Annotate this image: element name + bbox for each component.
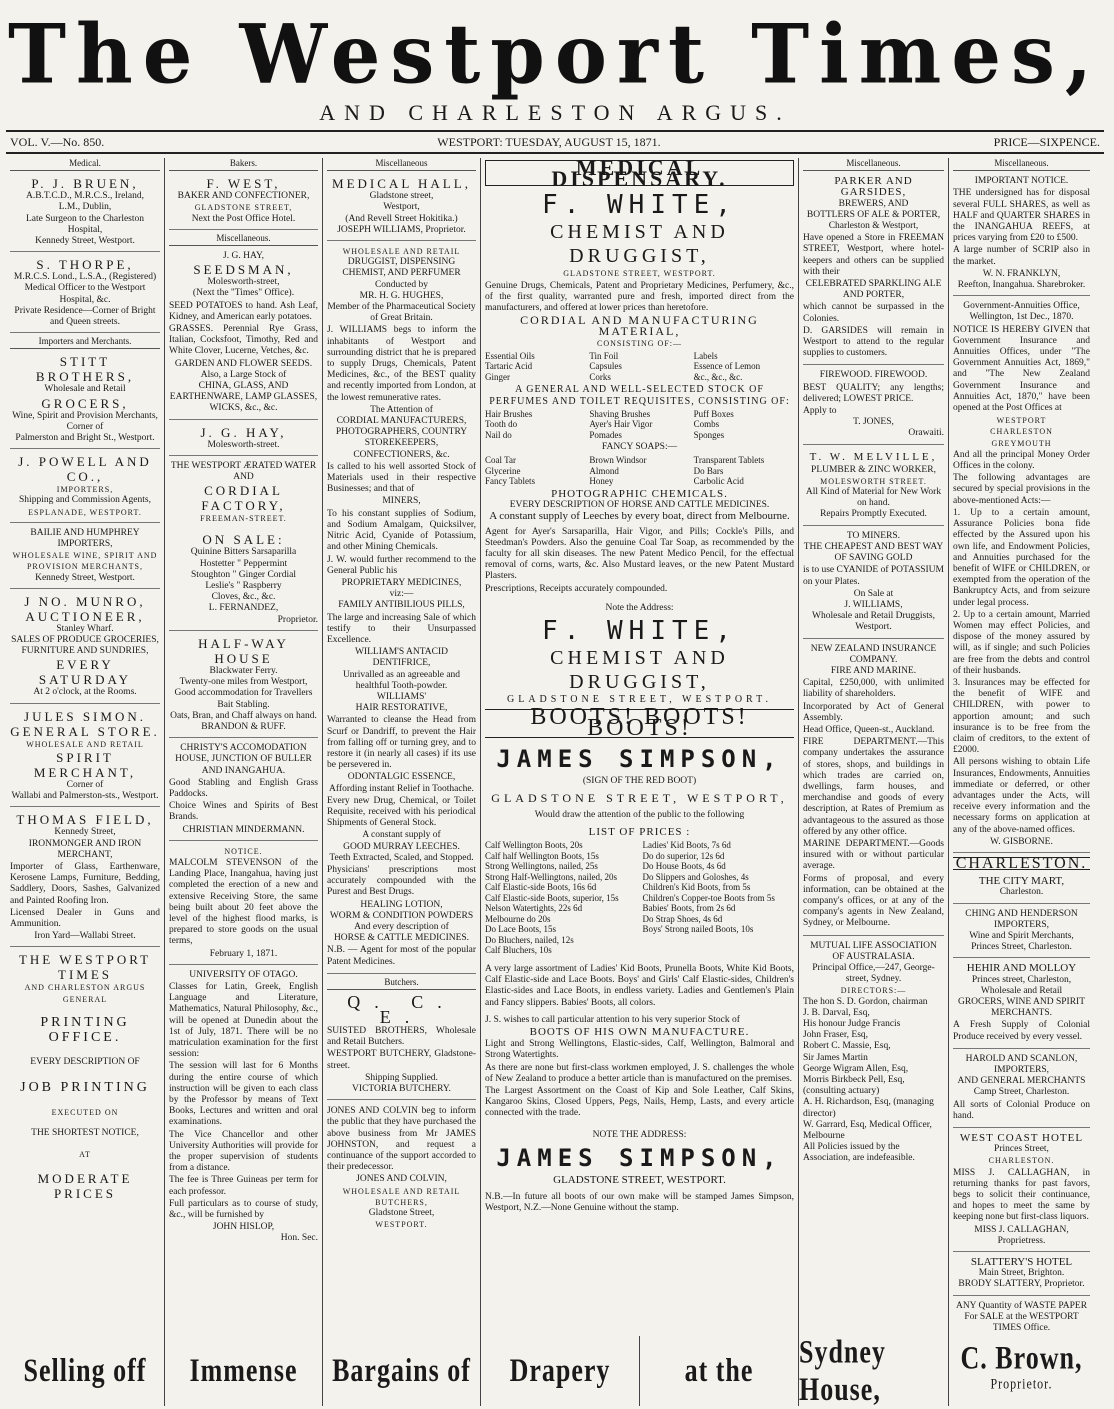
advertisement: S. THORPE, M.R.C.S. Lond., L.S.A., (Registered) Medical Officer to the Westport Hospital, &c. Private Residence—Corner of Bright and Queen streets. — [10, 255, 160, 333]
advertisement: ANY Quantity of WASTE PAPER For SALE at the WESTPORT TIMES Office. — [955, 1300, 1088, 1334]
shoemaker-name: JAMES SIMPSON, — [496, 744, 783, 773]
advertisement: HALF-WAY HOUSE Blackwater Ferry. Twenty-one miles from Westport, Good accommodation for Travellers Bait Stabling. Oats, Bran, and Chaff always on hand. BRANDON & RUFF. — [169, 634, 318, 738]
advertisement: SLATTERY'S HOTEL Main Street, Brighton. BRODY SLATTERY, Proprietor. — [953, 1255, 1090, 1296]
section-heading: Butchers. — [327, 977, 476, 990]
column-2 — [165, 158, 323, 1344]
toilet-list: Hair Brushes Shaving Brushes Puff Boxes Tooth do Ayer's Hair Vigor Combs Nail do Pomades Sponges — [485, 408, 734, 440]
advertisement: CHING AND HENDERSON IMPORTERS, Wine and Spirit Merchants, Princes Street, Charleston. — [953, 907, 1090, 959]
dispensary-heading: MEDICAL DISPENSARY. — [485, 160, 794, 186]
advertisement: MEDICAL HALL, Gladstone street, Westport, (And Revell Street Hokitika.) JOSEPH WILLIAMS, Proprietor. — [327, 174, 476, 241]
advertisement: J. G. HAY, Molesworth-street. — [169, 423, 318, 456]
advertisement: J NO. MUNRO, AUCTIONEER, Stanley Wharf. SALES OF PRODUCE GROCERIES, FURNITURE AND SUNDRIES, EVERY SATURDAY At 2 o'clock, at the Rooms. — [10, 592, 160, 704]
chemist-name: F. WHITE, — [542, 615, 737, 646]
advertisement: UNIVERSITY OF OTAGO. Classes for Latin, Greek, English Language and Literature, Mathematics, Natural Philosophy, &c., will be opened at Dunedin about the 1st of July, 1871. There will be no matriculation examination for the first session: The session will last for 6 Months during the entire course of which instruction will be given to each class by the Professor by means of Text Books, Lectures and written and oral examinations. The Vice Chancellor and other University Authorities will provide for the proper supervision of students from a distance. The fee is Three Guineas per term for each professor. Full particulars as to course of study, &c., will be furnished by JOHN HISLOP, Hon. Sec. — [169, 969, 318, 1244]
advertisement: MUTUAL LIFE ASSOCIATION OF AUSTRALASIA. Principal Office,—247, George-street, Sydney. DIRECTORS:— The hon S. D. Gordon, chairman J. B. Darval, Esq, His honour Judge Francis John Fraser, Esq, Robert C. Massie, Esq, Sir James Martin George Wigram Allen, Esq, Morris Birkbeck Pell, Esq, (consulting actuary) A. H. Richardson, Esq, (managing director) W. Garrard, Esq, Medical Officer, Melbourne All Policies issued by the Association, are indefeasible. — [803, 940, 937, 1164]
advertisement: Q. C. E. SUISTED BROTHERS, Wholesale and Retail Butchers. WESTPORT BUTCHERY, Gladstone-street. Shipping Supplied. VICTORIA BUTCHERY. — [327, 993, 476, 1100]
footer-word: at the — [640, 1336, 799, 1406]
boots-heading: BOOTS! BOOTS! BOOTS! — [485, 709, 794, 737]
advertisement: PARKER AND GARSIDES, BREWERS, AND BOTTLERS OF ALE & PORTER, Charleston & Westport, Have opened a Store in FREEMAN STREET, Westport, where hotel-keepers and others can be supplied with their CELEBRATED SPARKLING ALE AND PORTER, which cannot be surpassed in the Colonies. D. GARSIDES will remain in Westport to attend to the regular supplies to customers. — [803, 174, 944, 365]
advertisement: T. W. MELVILLE, PLUMBER & ZINC WORKER, MOLESWORTH STREET. All Kind of Material for New Work on hand. Repairs Promptly Executed. — [803, 448, 944, 526]
section-heading: Bakers. — [169, 158, 318, 171]
issue-price: PRICE—SIXPENCE. — [993, 134, 1100, 149]
advertisement: HEHIR AND MOLLOY Princes street, Charleston, Wholesale and Retail GROCERS, WINE AND SPIRIT MERCHANTS. A Fresh Supply of Colonial Produce received by every vessel. — [953, 961, 1090, 1048]
footer-word: Selling off — [6, 1336, 165, 1406]
advertisement: IMPORTANT NOTICE. THE undersigned has for disposal several FULL SHARES, as well as HALF and QUARTER SHARES in the INANGAHUA REEFS, at prices varying from £20 to £500. A large number of SCRIP also in the market. W. N. FRANKLYN, Reefton, Inangahua. Sharebroker. — [953, 174, 1090, 296]
shoemaker-name: JAMES SIMPSON, — [496, 1143, 783, 1172]
masthead — [6, 6, 1104, 103]
newspaper-title: The Westport Times, — [7, 6, 1103, 103]
advertisement: THE CITY MART, Charleston. — [953, 874, 1090, 903]
advertisement: F. WEST, BAKER AND CONFECTIONER, GLADSTONE STREET, Next the Post Office Hotel. — [169, 174, 318, 230]
materials-list: Essential Oils Tin Foil Labels Tartaric Acid Capsules Essence of Lemon Ginger Corks &c., &c., &c. — [485, 350, 761, 382]
advertisement: P. J. BRUEN, A.B.T.C.D., M.R.C.S., Ireland, L.M., Dublin, Late Surgeon to the Charleston Hospital, Kennedy Street, Westport. — [10, 174, 160, 252]
advertisement: WEST COAST HOTEL Princes Street, CHARLESTON. MISS J. CALLAGHAN, in returning thanks for past favors, begs to solicit their continuance, and hopes to meet the same by keeping none but first-class liquors. MISS J. CALLAGHAN, Proprietress. — [953, 1131, 1090, 1252]
chemist-name: F. WHITE, — [542, 190, 737, 221]
dateline-bar — [6, 130, 1104, 154]
footer-word: Sydney House, — [799, 1336, 949, 1406]
section-heading: Miscellaneous — [327, 158, 476, 171]
section-heading: Importers and Merchants. — [10, 336, 160, 349]
section-heading: Miscellaneous. — [169, 233, 318, 246]
column-4: MEDICAL DISPENSARY. F. WHITE, CHEMIST AND DRUGGIST, GLADSTONE STREET, WESTPORT. Genuine Drugs, Chemicals, Patent and Proprietary Medicines, Perfumery, &c., of the first quality, warranted pure and fresh, imported direct from the manufacturers, and offered at lower prices than heretofore. CORDIAL AND MANUFACTURING MATERIAL, CONSISTING OF:— Essential Oils Tin Foil Labels Tartaric Acid Capsules Essence of Lemon Ginger Corks &c., &c., &c. A GENERAL AND WELL-SELECTED STOCK OF PERFUMES AND TOILET REQUISITES, CONSISTING OF: Hair Brushes Shaving Brushes Puff Boxes Tooth do Ayer's Hair Vigor Combs Nail do Pomades Sponges FANCY SOAPS:— Coal Tar Brown Windsor Transparent Tablets Glycerine Almond Do Bars Fancy Tablets Honey Carbolic Acid PHOTOGRAPHIC CHEMICALS. EVERY DESCRIPTION OF HORSE AND CATTLE MEDICINES. A constant supply of Leeches by every boat, direct from Melbourne. Agent for Ayer's Sarsaparilla, Hair Vigor, and Pills; Cockle's Pills, and Steedman's Powders. Also the genuine Coal Tar Soap, as recommended by the faculty for all skin diseases. The new Patent Medico Pencil, for the effectual removal of corns, warts, &c. Also Mustard leaves, or the new Patent Mustard Plasters. Prescriptions, Receipts accurately compounded. Note the Address: F. WHITE, CHEMIST AND DRUGGIST, GLADSTONE STREET, WESTPORT. BOOTS! BOOTS! BOOTS! JAMES SIMPSON, (SIGN OF THE RED BOOT) GLADSTONE STREET, WESTPORT, Would draw the attention of the public to the following LIST OF PRICES : Calf Wellington Boots, 20s Calf half Wellington Boots, 15s Strong Wellingtons, nailed, 25s Strong Half-Wellingtons, nailed, 20s Calf Elastic-side Boots, 16s 6d Calf Elastic-side Boots, superior, 15s Nelson Watertights, 22s 6d Melbourne do 20s Do Lace Boots, 15s Do Bluchers, nailed, 12s Calf Bluchers, 10s Ladies' Kid Boots, 7s 6d Do do superior, 12s 6d Do House Boots, 4s 6d Do Slippers and Goloshes, 4s Children's Kid Boots, from 5s Children's Copper-toe Boots from 5s Babies' Boots, from 2s 6d Do Strap Shoes, 4s 6d Boys' Strong nailed Boots, 10s A very large assortment of Ladies' Kid Boots, Prunella Boots, White Kid Boots, Calf Elastic-side and Lace Boots. Boys' and Girls' Calf Elastic-sides, Children's Elastic-sides and Lace Boots, in endless variety. Ladies and Gentlemen's Plain and Fancy slippers. Babies' Boots, all colors. J. S. wishes to call particular attention to his very superior Stock of BOOTS OF HIS OWN MANUFACTURE. Light and Strong Wellingtons, Elastic-sides, Calf, Wellington, Balmoral and Strong Watertights. As there are none but first-class workmen employed, J. S. challenges the whole of New Zealand to produce a better article than is manufactured on the premises. The Largest Assortment on the Coast of Kip and Sole Leather, Calf Skins, Kangaroo Skins, Closed Uppers, Pegs, Nails, Hemp, Lasts, and every article connected with the trade. NOTE THE ADDRESS: JAMES SIMPSON, GLADSTONE STREET, WESTPORT. N.B.—In future all boots of our own make will be stamped James Simpson, Westport, N.Z.—None Genuine without the stamp. — [481, 158, 799, 1344]
soaps-list: Coal Tar Brown Windsor Transparent Tablets Glycerine Almond Do Bars Fancy Tablets Honey Carbolic Acid — [485, 455, 765, 487]
advertisement: THE WESTPORT ÆRATED WATER AND CORDIAL FACTORY, FREEMAN-STREET. ON SALE: Quinine Bitters Sarsaparilla Hostetter " Peppermint Stoughton " Ginger Cordial Leslie's " Raspberry Cloves, &c., &c. L. FERNANDEZ, Proprietor. — [169, 459, 318, 631]
charleston-heading: CHARLESTON. — [953, 857, 1090, 870]
advertisement: CHRISTY'S ACCOMODATION HOUSE, JUNCTION OF BULLER AND INANGAHUA. Good Stabling and English Grass Paddocks. Choice Wines and Spirits of Best Brands. CHRISTIAN MINDERMANN. — [169, 741, 318, 841]
advertisement: Government-Annuities Office, Wellington, 1st Dec., 1870. NOTICE IS HEREBY GIVEN that Government Insurance and Annuities Offices, under "The Government Annuities Act, 1869," and "The New Zealand Government Insurance and Annuities Act, 1870," have been opened at the Post Offices at WESTPORT CHARLESTON GREYMOUTH And all the principal Money Order Offices in the colony. The following advantages are secured by special provisions in the above-mentioned Acts:— 1. Up to a certain amount, Assurance Policies bona fide effected by the Assured upon his own life, and Endowment Policies, and Annuities purchased for the benefit of WIFE or CHILDREN, or exempted from the operation of the Bankruptcy Acts, and from seizure under legal process. 2. Up to a certain amount, Married Women may effect Policies, and dispose of the money assured by will, as if single; and such Policies are free from the debts and control of their husbands. 3. Insurances may be effected for the benefit of WIFE and CHILDREN, with power to apportion amount; and such insurance is to be free from the claim of creditors, to the extent of £2000. All persons wishing to obtain Life Insurances, Endowments, Annuities immediate or deferred, or other advantages under the Acts, will receive every information and the necessary forms on application at any of the above-named offices. W. GISBORNE. — [953, 299, 1090, 853]
footer-word: Immense — [165, 1336, 323, 1406]
advertisement: HAROLD AND SCANLON, IMPORTERS, AND GENERAL MERCHANTS Camp Street, Charleston. All sorts of Colonial Produce on hand. — [953, 1052, 1090, 1128]
advertisement: JONES AND COLVIN beg to inform the public that they have purchased the above business from Mr JAMES JOHNSTON, and request a continuance of the support accorded to their predecessor. JONES AND COLVIN, WHOLESALE AND RETAIL BUTCHERS, Gladstone Street, WESTPORT. — [327, 1106, 476, 1230]
section-heading: Medical. — [10, 158, 160, 171]
column-6 — [949, 158, 1094, 1344]
advertisement: BAILIE AND HUMPHREY IMPORTERS, WHOLESALE WINE, SPIRIT AND PROVISION MERCHANTS, Kennedy Street, Westport. — [10, 526, 160, 589]
advertisement: WHOLESALE AND RETAIL DRUGGIST, DISPENSING CHEMIST, AND PERFUMER Conducted by MR. H. G. HUGHES, Member of the Pharmaceutical Society of Great Britain. J. WILLIAMS begs to inform the inhabitants of Westport and surrounding district that he is prepared to supply Drugs, Chemicals, Patent Medicines, &c., of the BEST quality and recently imported from London, at the lowest remunerative rates. The Attention of CORDIAL MANUFACTURERS, PHOTOGRAPHERS, COUNTRY STOREKEEPERS, CONFECTIONERS, &c. Is called to his well assorted Stock of Materials used in their respective Businesses; and that of MINERS, To his constant supplies of Sodium, and Sodium Amalgam, Quicksilver, Nitric Acid, Cyanide of Potassium, and other Mining Chemicals. J. W. would further recommend to the General Public his PROPRIETARY MEDICINES, viz:— FAMILY ANTIBILIOUS PILLS, The large and increasing Sale of which testify to their Unsurpassed Excellence. WILLIAM'S ANTACID DENTIFRICE, Unrivalled as an agreeable and healthful Tooth-powder. WILLIAMS' HAIR RESTORATIVE, Warranted to cleanse the Head from Scurf or Dandriff, to prevent the Hair from falling off or turning grey, and to restore it (in nearly all cases) if its use be persevered in. ODONTALGIC ESSENCE, Affording instant Relief in Toothache. Every new Drug, Chemical, or Toilet Requisite, received with his periodical Shipments of General Stock. A constant supply of GOOD MURRAY LEECHES. Teeth Extracted, Scaled, and Stopped. Physicians' prescriptions most accurately compounded with the Purest and Best Drugs. HEALING LOTION, WORM & CONDITION POWDERS And every description of HORSE & CATTLE MEDICINES. N.B. — Agent for most of the popular Patent Medicines. — [327, 244, 476, 974]
advertisement: J. G. HAY, SEEDSMAN, Molesworth-street, (Next the "Times" Office). SEED POTATOES to hand. Ash Leaf, Kidney, and American early potatoes. GRASSES. Perennial Rye Grass, Italian, Cocksfoot, Timothy, Red and White Clover, Lucerne, Vetches, &c. GARDEN AND FLOWER SEEDS. Also, a Large Stock of CHINA, GLASS, AND EARTHENWARE, LAMP GLASSES, WICKS, &c., &c. — [169, 249, 318, 420]
section-heading: Miscellaneous. — [953, 158, 1090, 171]
footer-word: Drapery — [481, 1336, 640, 1406]
section-heading: Miscellaneous. — [803, 158, 944, 171]
advertisement: FIREWOOD. FIREWOOD. BEST QUALITY; any lengths; delivered; LOWEST PRICE. Apply to T. JONES, Orawaiti. — [803, 368, 944, 444]
advertisement: STITT BROTHERS, Wholesale and Retail GROCERS, Wine, Spirit and Provision Merchants, Corner of Palmerston and Bright St., Westport. — [10, 352, 160, 449]
columns — [6, 158, 1104, 1344]
footer-word: Bargains of — [323, 1336, 481, 1406]
volume-number: VOL. V.—No. 850. — [10, 134, 105, 149]
column-3 — [323, 158, 481, 1344]
advertisement: J. POWELL AND CO., IMPORTERS, Shipping and Commission Agents, ESPLANADE, WESTPORT. — [10, 452, 160, 523]
issue-date: WESTPORT: TUESDAY, AUGUST 15, 1871. — [437, 134, 661, 149]
advertisement: THE WESTPORT TIMES AND CHARLESTON ARGUS GENERAL PRINTING OFFICE. EVERY DESCRIPTION OF JOB PRINTING EXECUTED ON THE SHORTEST NOTICE, AT MODERATE PRICES — [18, 952, 152, 1201]
advertisement: NOTICE. MALCOLM STEVENSON of the Landing Place, Inangahua, having just completed the erection of a new and extensive Receiving Store, the same being built about 20 feet above the level of the highest flood marks, is prepared to store goods on the usual terms, February 1, 1871. — [169, 844, 318, 965]
advertisement: NEW ZEALAND INSURANCE COMPANY. FIRE AND MARINE. Capital, £250,000, with unlimited liability of shareholders. Incorporated by Act of General Assembly. Head Office, Queen-st., Auckland. FIRE DEPARTMENT.—This company undertakes the assurance of stores, shops, and buildings in which trades are carried on, dwellings, farm houses, and merchandise and goods of every description, at Rates of Premium as advantageous to the assured as those offered by any other office. MARINE DEPARTMENT.—Goods insured with or without particular average. Forms of proposal, and every information, can be obtained at the company's offices, or at any of the company's agents in New Zealand, Sydney, or Melbourne. — [803, 642, 944, 936]
column-5 — [799, 158, 949, 1344]
advertisement: THOMAS FIELD, Kennedy Street, IRONMONGER AND IRON MERCHANT, Importer of Glass, Earthenware, Kerosene Lamps, Furniture, Bedding, Saddlery, Doors, Sashes, Galvanized and Painted Roofing Iron. Licensed Dealer in Guns and Ammunition. Iron Yard—Wallabi Street. — [10, 810, 160, 947]
footer-banner — [6, 1333, 1104, 1408]
advertisement: JULES SIMON. GENERAL STORE. WHOLESALE AND RETAIL SPIRIT MERCHANT, Corner of Wallabi and Palmerston-sts., Westport. — [10, 707, 160, 808]
footer-word: C. Brown, Proprietor. — [960, 1339, 1083, 1393]
column-1 — [6, 158, 165, 1344]
newspaper-subtitle: AND CHARLESTON ARGUS. — [319, 100, 791, 125]
boot-price-list: Calf Wellington Boots, 20s Calf half Wellington Boots, 15s Strong Wellingtons, nailed, 25s Strong Half-Wellingtons, nailed, 20s Calf Elastic-side Boots, 16s 6d Calf Elastic-side Boots, superior, 15s Nelson Watertights, 22s 6d Melbourne do 20s Do Lace Boots, 15s Do Bluchers, nailed, 12s Calf Bluchers, 10s Ladies' Kid Boots, 7s 6d Do do superior, 12s 6d Do House Boots, 4s 6d Do Slippers and Goloshes, 4s Children's Kid Boots, from 5s Children's Copper-toe Boots from 5s Babies' Boots, from 2s 6d Do Strap Shoes, 4s 6d Boys' Strong nailed Boots, 10s — [485, 840, 775, 956]
advertisement: TO MINERS. THE CHEAPEST AND BEST WAY OF SAVING GOLD is to use CYANIDE of POTASSIUM on your Plates. On Sale at J. WILLIAMS, Wholesale and Retail Druggists, Westport. — [803, 529, 944, 639]
